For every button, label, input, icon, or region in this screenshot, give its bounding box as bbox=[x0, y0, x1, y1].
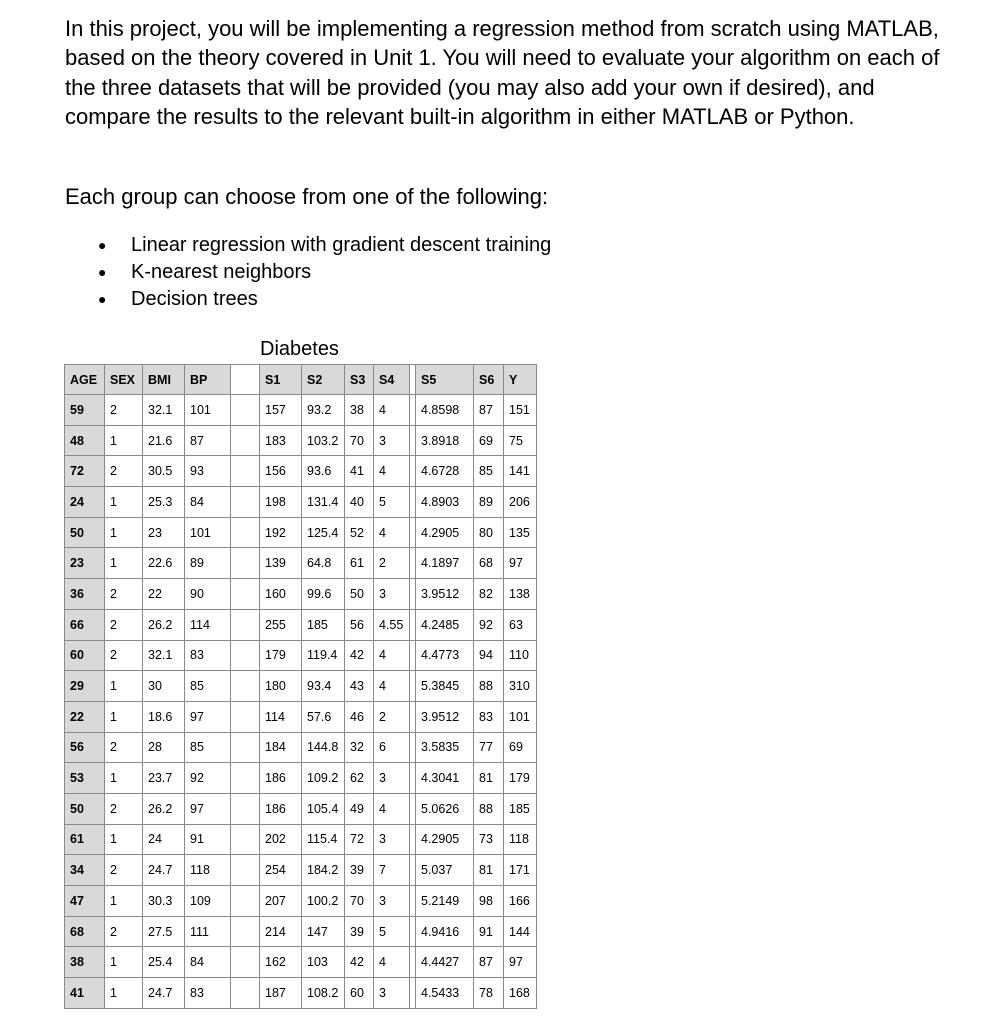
table-cell: 1 bbox=[105, 425, 143, 456]
spacer-cell bbox=[231, 763, 260, 794]
age-cell: 34 bbox=[65, 855, 105, 886]
table-cell: 81 bbox=[474, 763, 504, 794]
table-cell: 38 bbox=[345, 395, 374, 426]
table-cell: 3.5835 bbox=[416, 732, 474, 763]
table-cell: 4.2485 bbox=[416, 609, 474, 640]
spacer-cell bbox=[231, 824, 260, 855]
table-row bbox=[65, 487, 537, 518]
table-cell: 4.6728 bbox=[416, 456, 474, 487]
table-cell: 32.1 bbox=[143, 395, 185, 426]
table-cell: 135 bbox=[504, 517, 537, 548]
table-cell: 82 bbox=[474, 579, 504, 610]
table-row bbox=[65, 425, 537, 456]
table-cell: 118 bbox=[504, 824, 537, 855]
table-cell: 4.2905 bbox=[416, 517, 474, 548]
table-cell: 254 bbox=[260, 855, 302, 886]
table-cell: 144.8 bbox=[302, 732, 345, 763]
table-cell: 7 bbox=[374, 855, 410, 886]
table-cell: 85 bbox=[185, 671, 231, 702]
spacer-header bbox=[231, 365, 260, 395]
table-cell: 81 bbox=[474, 855, 504, 886]
table-row bbox=[65, 701, 537, 732]
table-cell: 5 bbox=[374, 487, 410, 518]
column-header: S3 bbox=[345, 365, 374, 395]
table-cell: 310 bbox=[504, 671, 537, 702]
age-cell: 61 bbox=[65, 824, 105, 855]
table-cell: 131.4 bbox=[302, 487, 345, 518]
table-cell: 4 bbox=[374, 947, 410, 978]
table-cell: 144 bbox=[504, 916, 537, 947]
table-cell: 3 bbox=[374, 425, 410, 456]
table-cell: 24.7 bbox=[143, 978, 185, 1009]
table-cell: 1 bbox=[105, 701, 143, 732]
table-cell: 1 bbox=[105, 517, 143, 548]
table-cell: 92 bbox=[185, 763, 231, 794]
table-cell: 25.3 bbox=[143, 487, 185, 518]
age-cell: 66 bbox=[65, 609, 105, 640]
table-cell: 3 bbox=[374, 886, 410, 917]
table-cell: 186 bbox=[260, 793, 302, 824]
table-cell: 147 bbox=[302, 916, 345, 947]
table-cell: 89 bbox=[185, 548, 231, 579]
age-cell: 68 bbox=[65, 916, 105, 947]
table-cell: 5.3845 bbox=[416, 671, 474, 702]
table-cell: 68 bbox=[474, 548, 504, 579]
column-header: BMI bbox=[143, 365, 185, 395]
table-cell: 64.8 bbox=[302, 548, 345, 579]
diabetes-table bbox=[64, 364, 537, 1009]
table-cell: 40 bbox=[345, 487, 374, 518]
table-cell: 4.1897 bbox=[416, 548, 474, 579]
column-header: S4 bbox=[374, 365, 410, 395]
table-cell: 100.2 bbox=[302, 886, 345, 917]
table-cell: 206 bbox=[504, 487, 537, 518]
age-cell: 59 bbox=[65, 395, 105, 426]
table-cell: 4.4427 bbox=[416, 947, 474, 978]
age-cell: 41 bbox=[65, 978, 105, 1009]
table-cell: 179 bbox=[504, 763, 537, 794]
table-cell: 57.6 bbox=[302, 701, 345, 732]
table-cell: 87 bbox=[185, 425, 231, 456]
table-cell: 83 bbox=[474, 701, 504, 732]
table-cell: 162 bbox=[260, 947, 302, 978]
table-cell: 77 bbox=[474, 732, 504, 763]
table-cell: 184 bbox=[260, 732, 302, 763]
table-cell: 4.8598 bbox=[416, 395, 474, 426]
table-cell: 109 bbox=[185, 886, 231, 917]
table-cell: 99.6 bbox=[302, 579, 345, 610]
option-item: ● Linear regression with gradient descent training bbox=[98, 232, 551, 259]
table-cell: 160 bbox=[260, 579, 302, 610]
age-cell: 38 bbox=[65, 947, 105, 978]
table-cell: 5 bbox=[374, 916, 410, 947]
table-cell: 5.0626 bbox=[416, 793, 474, 824]
table-cell: 52 bbox=[345, 517, 374, 548]
table-cell: 4 bbox=[374, 456, 410, 487]
table-cell: 171 bbox=[504, 855, 537, 886]
table-cell: 60 bbox=[345, 978, 374, 1009]
table-cell: 4.5433 bbox=[416, 978, 474, 1009]
table-cell: 103.2 bbox=[302, 425, 345, 456]
options-list bbox=[98, 232, 551, 313]
table-cell: 214 bbox=[260, 916, 302, 947]
age-cell: 24 bbox=[65, 487, 105, 518]
age-cell: 36 bbox=[65, 579, 105, 610]
age-cell: 47 bbox=[65, 886, 105, 917]
table-row bbox=[65, 609, 537, 640]
table-cell: 186 bbox=[260, 763, 302, 794]
table-cell: 23 bbox=[143, 517, 185, 548]
table-cell: 114 bbox=[185, 609, 231, 640]
table-cell: 41 bbox=[345, 456, 374, 487]
table-cell: 138 bbox=[504, 579, 537, 610]
table-cell: 63 bbox=[504, 609, 537, 640]
age-cell: 50 bbox=[65, 517, 105, 548]
spacer-cell bbox=[231, 916, 260, 947]
table-cell: 88 bbox=[474, 793, 504, 824]
table-cell: 61 bbox=[345, 548, 374, 579]
table-cell: 207 bbox=[260, 886, 302, 917]
spacer-cell bbox=[231, 701, 260, 732]
table-caption: Diabetes bbox=[260, 338, 339, 360]
table-cell: 42 bbox=[345, 640, 374, 671]
age-cell: 29 bbox=[65, 671, 105, 702]
table-cell: 166 bbox=[504, 886, 537, 917]
table-cell: 105.4 bbox=[302, 793, 345, 824]
table-cell: 97 bbox=[504, 548, 537, 579]
table-cell: 42 bbox=[345, 947, 374, 978]
table-cell: 46 bbox=[345, 701, 374, 732]
table-cell: 114 bbox=[260, 701, 302, 732]
table-cell: 187 bbox=[260, 978, 302, 1009]
table-row bbox=[65, 916, 537, 947]
table-cell: 49 bbox=[345, 793, 374, 824]
table-cell: 91 bbox=[474, 916, 504, 947]
table-cell: 80 bbox=[474, 517, 504, 548]
table-cell: 2 bbox=[105, 609, 143, 640]
table-cell: 26.2 bbox=[143, 793, 185, 824]
table-cell: 70 bbox=[345, 425, 374, 456]
spacer-cell bbox=[231, 886, 260, 917]
table-cell: 93.4 bbox=[302, 671, 345, 702]
table-row bbox=[65, 456, 537, 487]
table-cell: 73 bbox=[474, 824, 504, 855]
table-cell: 97 bbox=[185, 701, 231, 732]
table-cell: 30 bbox=[143, 671, 185, 702]
table-cell: 92 bbox=[474, 609, 504, 640]
column-header: Y bbox=[504, 365, 537, 395]
age-cell: 56 bbox=[65, 732, 105, 763]
table-cell: 2 bbox=[105, 732, 143, 763]
table-cell: 97 bbox=[185, 793, 231, 824]
table-cell: 4.4773 bbox=[416, 640, 474, 671]
table-cell: 24.7 bbox=[143, 855, 185, 886]
table-cell: 139 bbox=[260, 548, 302, 579]
spacer-cell bbox=[231, 947, 260, 978]
table-cell: 101 bbox=[185, 517, 231, 548]
column-header: S6 bbox=[474, 365, 504, 395]
table-cell: 3.9512 bbox=[416, 579, 474, 610]
column-header: S5 bbox=[416, 365, 474, 395]
column-header: S1 bbox=[260, 365, 302, 395]
table-row bbox=[65, 978, 537, 1009]
table-cell: 1 bbox=[105, 548, 143, 579]
table-row bbox=[65, 671, 537, 702]
table-cell: 72 bbox=[345, 824, 374, 855]
table-cell: 85 bbox=[474, 456, 504, 487]
table-row bbox=[65, 517, 537, 548]
table-cell: 255 bbox=[260, 609, 302, 640]
table-cell: 2 bbox=[374, 548, 410, 579]
spacer-cell bbox=[231, 487, 260, 518]
intro-paragraph: In this project, you will be implementing a regression method from scratch using MATLAB, based on the theory covered in Unit 1. You will need to evaluate your algorithm on each of the three datasets that will be provided (you may also add your own if desired), and compare the results to the relevant built-in algorithm in either MATLAB or Python. bbox=[65, 16, 940, 130]
table-cell: 89 bbox=[474, 487, 504, 518]
table-cell: 5.2149 bbox=[416, 886, 474, 917]
table-cell: 192 bbox=[260, 517, 302, 548]
table-row bbox=[65, 763, 537, 794]
table-cell: 30.5 bbox=[143, 456, 185, 487]
age-cell: 48 bbox=[65, 425, 105, 456]
table-cell: 85 bbox=[185, 732, 231, 763]
table-cell: 97 bbox=[504, 947, 537, 978]
table-cell: 2 bbox=[105, 640, 143, 671]
table-cell: 111 bbox=[185, 916, 231, 947]
spacer-cell bbox=[231, 855, 260, 886]
table-cell: 98 bbox=[474, 886, 504, 917]
table-cell: 125.4 bbox=[302, 517, 345, 548]
table-cell: 2 bbox=[105, 579, 143, 610]
table-cell: 185 bbox=[504, 793, 537, 824]
table-cell: 25.4 bbox=[143, 947, 185, 978]
table-row bbox=[65, 640, 537, 671]
table-cell: 185 bbox=[302, 609, 345, 640]
table-cell: 6 bbox=[374, 732, 410, 763]
table-row bbox=[65, 947, 537, 978]
table-cell: 87 bbox=[474, 947, 504, 978]
table-cell: 179 bbox=[260, 640, 302, 671]
table-cell: 93.2 bbox=[302, 395, 345, 426]
table-row bbox=[65, 548, 537, 579]
table-cell: 2 bbox=[105, 855, 143, 886]
table-cell: 108.2 bbox=[302, 978, 345, 1009]
table-cell: 26.2 bbox=[143, 609, 185, 640]
table-cell: 93 bbox=[185, 456, 231, 487]
table-cell: 4 bbox=[374, 671, 410, 702]
table-cell: 32 bbox=[345, 732, 374, 763]
table-cell: 2 bbox=[105, 395, 143, 426]
table-cell: 88 bbox=[474, 671, 504, 702]
table-cell: 103 bbox=[302, 947, 345, 978]
table-cell: 2 bbox=[105, 793, 143, 824]
table-row bbox=[65, 579, 537, 610]
table-cell: 2 bbox=[105, 456, 143, 487]
table-cell: 198 bbox=[260, 487, 302, 518]
table-cell: 84 bbox=[185, 947, 231, 978]
table-cell: 56 bbox=[345, 609, 374, 640]
column-header: AGE bbox=[65, 365, 105, 395]
table-cell: 70 bbox=[345, 886, 374, 917]
table-cell: 69 bbox=[504, 732, 537, 763]
table-cell: 3 bbox=[374, 824, 410, 855]
table-cell: 87 bbox=[474, 395, 504, 426]
spacer-cell bbox=[231, 517, 260, 548]
table-cell: 93.6 bbox=[302, 456, 345, 487]
table-cell: 39 bbox=[345, 855, 374, 886]
table-cell: 21.6 bbox=[143, 425, 185, 456]
spacer-cell bbox=[231, 548, 260, 579]
table-row bbox=[65, 824, 537, 855]
age-cell: 50 bbox=[65, 793, 105, 824]
table-cell: 22 bbox=[143, 579, 185, 610]
spacer-cell bbox=[231, 395, 260, 426]
age-cell: 72 bbox=[65, 456, 105, 487]
table-cell: 101 bbox=[504, 701, 537, 732]
spacer-cell bbox=[231, 793, 260, 824]
table-cell: 184.2 bbox=[302, 855, 345, 886]
table-cell: 119.4 bbox=[302, 640, 345, 671]
table-cell: 3.8918 bbox=[416, 425, 474, 456]
table-cell: 83 bbox=[185, 978, 231, 1009]
spacer-cell bbox=[231, 640, 260, 671]
table-cell: 202 bbox=[260, 824, 302, 855]
table-cell: 1 bbox=[105, 886, 143, 917]
choose-prompt: Each group can choose from one of the following: bbox=[65, 184, 549, 209]
table-cell: 3 bbox=[374, 978, 410, 1009]
column-header: BP bbox=[185, 365, 231, 395]
table-cell: 4.3041 bbox=[416, 763, 474, 794]
table-cell: 27.5 bbox=[143, 916, 185, 947]
table-cell: 24 bbox=[143, 824, 185, 855]
age-cell: 53 bbox=[65, 763, 105, 794]
table-row bbox=[65, 793, 537, 824]
table-cell: 4.8903 bbox=[416, 487, 474, 518]
table-cell: 91 bbox=[185, 824, 231, 855]
table-cell: 3.9512 bbox=[416, 701, 474, 732]
table-cell: 115.4 bbox=[302, 824, 345, 855]
spacer-cell bbox=[231, 425, 260, 456]
table-cell: 4.2905 bbox=[416, 824, 474, 855]
table-cell: 75 bbox=[504, 425, 537, 456]
spacer-cell bbox=[231, 609, 260, 640]
table-cell: 1 bbox=[105, 947, 143, 978]
table-cell: 3 bbox=[374, 763, 410, 794]
table-cell: 2 bbox=[374, 701, 410, 732]
table-cell: 94 bbox=[474, 640, 504, 671]
table-cell: 28 bbox=[143, 732, 185, 763]
table-cell: 4 bbox=[374, 793, 410, 824]
age-cell: 23 bbox=[65, 548, 105, 579]
table-cell: 4.9416 bbox=[416, 916, 474, 947]
table-cell: 22.6 bbox=[143, 548, 185, 579]
table-cell: 101 bbox=[185, 395, 231, 426]
spacer-cell bbox=[231, 978, 260, 1009]
table-cell: 4 bbox=[374, 395, 410, 426]
option-item: ● Decision trees bbox=[98, 286, 551, 313]
option-item: ● K-nearest neighbors bbox=[98, 259, 551, 286]
table-cell: 157 bbox=[260, 395, 302, 426]
table-cell: 4.55 bbox=[374, 609, 410, 640]
table-cell: 3 bbox=[374, 579, 410, 610]
table-cell: 2 bbox=[105, 916, 143, 947]
table-cell: 1 bbox=[105, 824, 143, 855]
table-cell: 118 bbox=[185, 855, 231, 886]
table-cell: 84 bbox=[185, 487, 231, 518]
table-cell: 1 bbox=[105, 671, 143, 702]
table-cell: 180 bbox=[260, 671, 302, 702]
table-cell: 23.7 bbox=[143, 763, 185, 794]
table-row bbox=[65, 395, 537, 426]
table-cell: 30.3 bbox=[143, 886, 185, 917]
table-cell: 151 bbox=[504, 395, 537, 426]
column-header: S2 bbox=[302, 365, 345, 395]
age-cell: 22 bbox=[65, 701, 105, 732]
table-cell: 39 bbox=[345, 916, 374, 947]
spacer-cell bbox=[231, 732, 260, 763]
table-row bbox=[65, 855, 537, 886]
table-row bbox=[65, 886, 537, 917]
table-cell: 90 bbox=[185, 579, 231, 610]
table-cell: 78 bbox=[474, 978, 504, 1009]
table-cell: 83 bbox=[185, 640, 231, 671]
table-cell: 69 bbox=[474, 425, 504, 456]
table-cell: 62 bbox=[345, 763, 374, 794]
table-cell: 1 bbox=[105, 487, 143, 518]
spacer-cell bbox=[231, 456, 260, 487]
table-cell: 110 bbox=[504, 640, 537, 671]
table-cell: 18.6 bbox=[143, 701, 185, 732]
column-header: SEX bbox=[105, 365, 143, 395]
table-cell: 109.2 bbox=[302, 763, 345, 794]
table-row bbox=[65, 732, 537, 763]
table-cell: 5.037 bbox=[416, 855, 474, 886]
table-cell: 168 bbox=[504, 978, 537, 1009]
table-cell: 32.1 bbox=[143, 640, 185, 671]
table-cell: 4 bbox=[374, 640, 410, 671]
table-cell: 1 bbox=[105, 978, 143, 1009]
table-cell: 50 bbox=[345, 579, 374, 610]
table-cell: 156 bbox=[260, 456, 302, 487]
age-cell: 60 bbox=[65, 640, 105, 671]
table-cell: 1 bbox=[105, 763, 143, 794]
table-cell: 141 bbox=[504, 456, 537, 487]
spacer-cell bbox=[231, 671, 260, 702]
table-cell: 43 bbox=[345, 671, 374, 702]
table-cell: 4 bbox=[374, 517, 410, 548]
spacer-cell bbox=[231, 579, 260, 610]
table-cell: 183 bbox=[260, 425, 302, 456]
